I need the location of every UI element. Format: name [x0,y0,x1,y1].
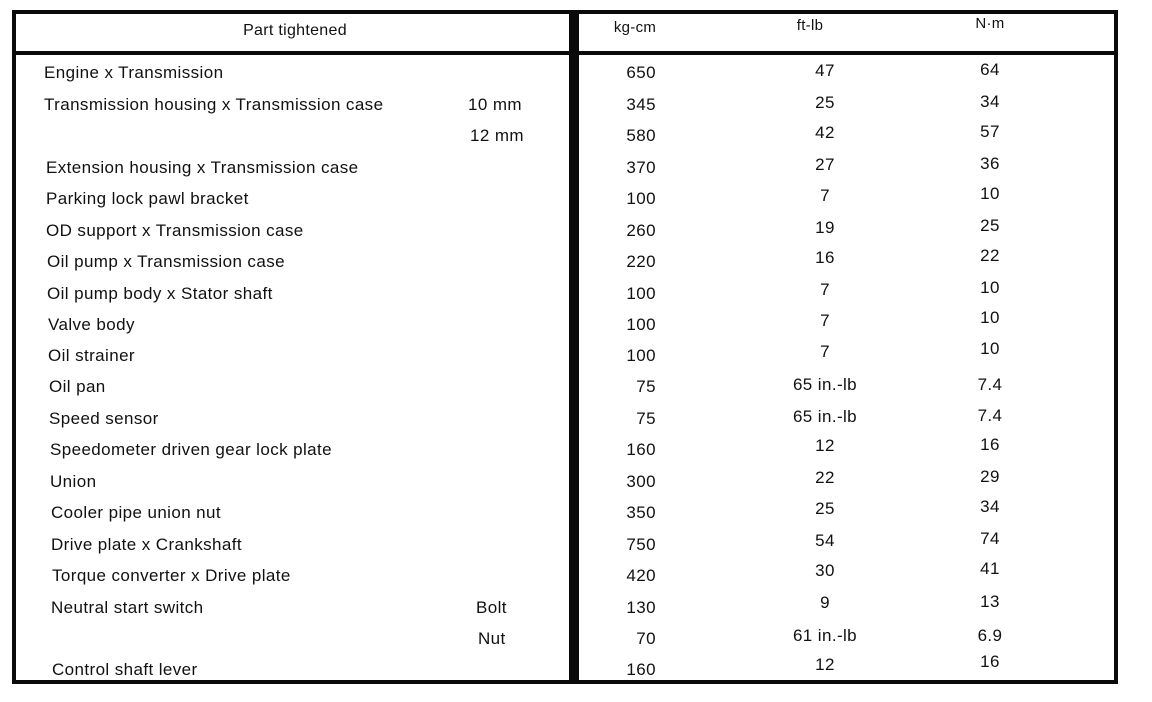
value-n-m: 64 [980,60,1000,79]
value-ft-lb: 16 [815,248,835,267]
value-n-m: 10 [980,184,1000,203]
part-name: Engine x Transmission [44,63,224,82]
value-kg-cm: 370 [626,158,656,177]
value-ft-lb: 25 [815,93,835,112]
table-row [0,278,1152,307]
value-n-m: 10 [980,339,1000,358]
part-name: Oil pump body x Stator shaft [47,284,273,303]
table-row [0,374,1152,400]
part-size: Nut [478,629,506,648]
table-row [0,339,1152,369]
value-ft-lb: 12 [815,436,835,455]
value-kg-cm: 260 [626,221,656,240]
part-name: Drive plate x Crankshaft [51,535,243,554]
value-ft-lb: 7 [820,311,830,330]
value-kg-cm: 100 [626,315,656,334]
value-kg-cm: 300 [626,472,656,491]
table-row [0,529,1152,558]
part-name: Torque converter x Drive plate [52,566,291,585]
part-name: Extension housing x Transmission case [46,158,359,177]
value-kg-cm: 100 [626,346,656,365]
value-ft-lb: 30 [815,561,835,580]
header-ft-lb: ft-lb [796,17,824,34]
value-n-m: 34 [980,497,1000,516]
value-ft-lb: 22 [815,468,835,487]
table-row [0,218,1152,244]
value-kg-cm: 350 [626,503,656,522]
value-ft-lb: 19 [815,218,835,237]
value-ft-lb: 27 [815,155,835,174]
part-size: Bolt [476,598,507,617]
value-ft-lb: 42 [815,123,835,142]
value-ft-lb: 47 [815,61,835,80]
value-n-m: 57 [980,122,1000,141]
value-kg-cm: 130 [626,598,656,617]
header-part-tightened: Part tightened [243,22,347,39]
value-n-m: 36 [980,154,1000,173]
table-row [0,308,1152,338]
table-row [0,123,1152,149]
part-name: Transmission housing x Transmission case [44,95,384,114]
table-row [0,652,1152,683]
value-n-m: 10 [980,278,1000,297]
table-row [0,559,1152,589]
header-kg-cm: kg-cm [613,19,657,36]
value-kg-cm: 160 [626,660,656,679]
part-size: 12 mm [470,126,524,145]
part-name: Parking lock pawl bracket [46,189,249,208]
value-kg-cm: 220 [626,252,656,271]
value-ft-lb: 54 [815,531,835,550]
value-ft-lb: 12 [815,655,835,674]
value-n-m: 7.4 [977,375,1003,394]
value-kg-cm: 75 [636,377,656,396]
value-kg-cm: 650 [626,63,656,82]
value-n-m: 25 [980,216,1000,235]
table-row [0,155,1152,181]
value-n-m: 7.4 [977,406,1003,425]
table-row [0,246,1152,275]
part-name: Valve body [48,315,135,334]
value-n-m: 16 [980,652,1000,671]
value-n-m: 10 [980,308,1000,327]
table-row [0,592,1152,621]
table-row [0,406,1152,432]
value-n-m: 6.9 [977,626,1003,645]
part-size: 10 mm [468,95,522,114]
table-row [0,437,1152,463]
part-name: Speedometer driven gear lock plate [50,440,332,459]
value-kg-cm: 75 [636,409,656,428]
part-name: Union [50,472,97,491]
value-ft-lb: 25 [815,499,835,518]
value-kg-cm: 100 [626,284,656,303]
table-row [0,469,1152,495]
value-n-m: 13 [980,592,1000,611]
part-name: OD support x Transmission case [46,221,304,240]
part-name: Neutral start switch [51,598,204,617]
value-kg-cm: 750 [626,535,656,554]
header-divider [12,51,1118,55]
value-ft-lb: 7 [820,280,830,299]
part-name: Oil strainer [48,346,135,365]
value-ft-lb: 65 in.-lb [792,375,858,394]
value-ft-lb: 9 [820,593,830,612]
table-row [0,92,1152,118]
value-kg-cm: 160 [626,440,656,459]
value-kg-cm: 70 [636,629,656,648]
value-kg-cm: 345 [626,95,656,114]
value-ft-lb: 7 [820,186,830,205]
table-row [0,186,1152,212]
part-name: Control shaft lever [52,660,198,679]
part-name: Oil pump x Transmission case [47,252,285,271]
value-kg-cm: 100 [626,189,656,208]
value-kg-cm: 580 [626,126,656,145]
value-ft-lb: 61 in.-lb [792,626,858,645]
part-name: Speed sensor [49,409,159,428]
table-row [0,497,1152,526]
value-n-m: 34 [980,92,1000,111]
part-name: Cooler pipe union nut [51,503,222,522]
value-n-m: 41 [980,559,1000,578]
header-n-m: N·m [975,15,1005,32]
value-ft-lb: 7 [820,342,830,361]
table-row [0,60,1152,86]
value-kg-cm: 420 [626,566,656,585]
value-n-m: 29 [980,467,1000,486]
value-ft-lb: 65 in.-lb [792,407,858,426]
value-n-m: 74 [980,529,1000,548]
value-n-m: 16 [980,435,1000,454]
value-n-m: 22 [980,246,1000,265]
part-name: Oil pan [49,377,106,396]
